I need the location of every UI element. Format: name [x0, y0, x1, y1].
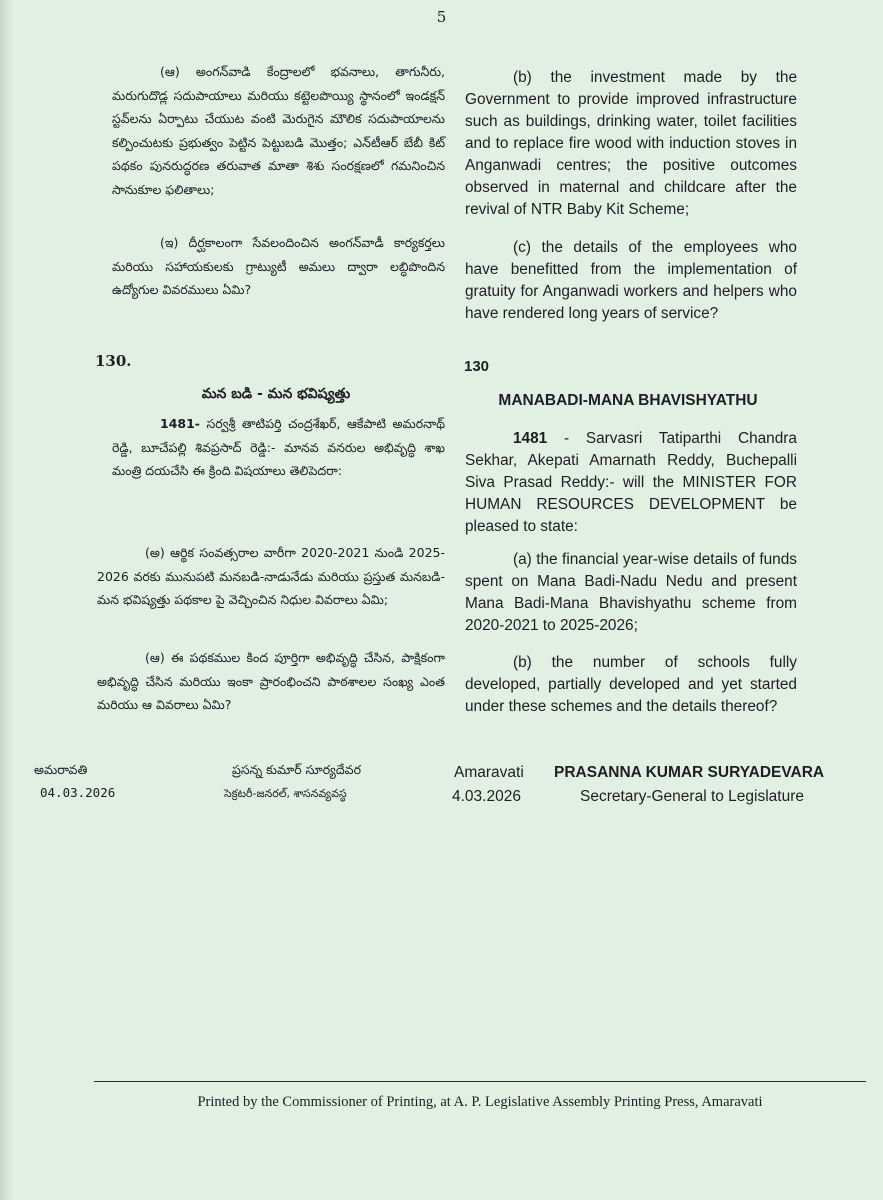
- footer-rule: [94, 1081, 866, 1082]
- english-para-b2: (b) the number of schools fully developed, partially developed and yet started under these schemes and the details thereof?: [465, 654, 797, 715]
- telugu-para-a2: (అ) ఆర్థిక సంవత్సరాల వారీగా 2020-2021 నుండి 2025-2026 వరకు మునుపటి మనబడి-నాడునేడు మరియు ప్రస్తుత మనబడి-మన భవిష్యత్తు పథకాల పై వెచ్చించిన నిధుల వివరాలు ఏమి;: [97, 545, 445, 607]
- telugu-question-id: 1481-: [160, 416, 200, 431]
- telugu-place: అమరావతి: [34, 762, 88, 777]
- telugu-intro: [112, 412, 445, 483]
- telugu-date: 04.03.2026: [40, 785, 116, 800]
- english-intro: [465, 428, 797, 538]
- english-heading: MANABADI-MANA BHAVISHYATHU: [498, 392, 758, 409]
- english-place: Amaravati: [454, 764, 524, 781]
- english-question-number: 130: [464, 358, 490, 375]
- english-signatory: PRASANNA KUMAR SURYADEVARA: [554, 764, 825, 781]
- telugu-question-number: 130.: [95, 352, 132, 370]
- english-designation: Secretary-General to Legislature: [580, 788, 805, 805]
- telugu-para-b2: (ఆ) ఈ పథకముల కింద పూర్తిగా అభివృద్ధి చేసిన, పాక్షికంగా అభివృద్ధి చేసిన మరియు ఇంకా ప్రారంభించని పాఠశాలల సంఖ్య ఎంత మరియు ఆ వివరాలు ఏమి?: [97, 650, 445, 712]
- telugu-intro-text: సర్వశ్రీ తాటిపర్తి చంద్రశేఖర్, ఆకేపాటి అమరనాథ్ రెడ్డి, బూచేపల్లి శివప్రసాద్ రెడ్డి:- మానవ వనరుల అభివృద్ధి శాఖ మంత్రి దయచేసి ఈ క్రింది విషయాలు తెలిపెదరా:: [112, 416, 445, 478]
- english-intro-text: - Sarvasri Tatiparthi Chandra Sekhar, Akepati Amarnath Reddy, Buchepalli Siva Prasad Reddy:- will the MINISTER FOR HUMAN RESOURCES DEVELOPMENT be pleased to state:: [465, 430, 797, 535]
- english-para-c: (c) the details of the employees who have benefitted from the implementation of gratuity for Anganwadi workers and helpers who have rendered long years of service?: [465, 239, 797, 322]
- english-question-id: 1481: [513, 430, 548, 447]
- page-edge: [0, 0, 14, 1200]
- telugu-para-b: (ఆ) అంగన్‌వాడి కేంద్రాలలో భవనాలు, తాగునీరు, మరుగుదొడ్ల సదుపాయాలు మరియు కట్టెలపొయ్యి స్థానంలో ఇండక్షన్ స్టవ్‌లను ఏర్పాటు చేయుట వంటి మెరుగైన మౌలిక సదుపాయాలను కల్పించుటకు ప్రభుత్వం పెట్టిన పెట్టుబడి మొత్తం; ఎన్‌టీఆర్ బేబీ కిట్ పథకం పునరుద్ధరణ తరువాత మాతా శిశు సంరక్షణలో గమనించిన సానుకూల ఫలితాలు;: [112, 64, 445, 197]
- telugu-designation: సెక్రటరీ-జనరల్, శాసనవ్యవస్థ: [224, 787, 347, 800]
- telugu-signatory: ప్రసన్న కుమార్ సూర్యదేవర: [232, 762, 361, 777]
- english-para-a2: (a) the financial year-wise details of funds spent on Mana Badi-Nadu Nedu and present Mana Badi-Mana Bhavishyathu scheme from 2020-2021 to 2025-2026;: [465, 551, 797, 634]
- printer-footer: Printed by the Commissioner of Printing, at A. P. Legislative Assembly Printing Press, Amaravati: [197, 1094, 763, 1110]
- english-para-b: (b) the investment made by the Government to provide improved infrastructure such as buildings, drinking water, toilet facilities and to replace fire wood with induction stoves in Anganwadi centres; the positive outcomes observed in maternal and childcare after the revival of NTR Baby Kit Scheme;: [465, 69, 797, 218]
- telugu-para-c: (ఇ) దీర్ఘకాలంగా సేవలందించిన అంగన్‌వాడీ కార్యకర్తలు మరియు సహాయకులకు గ్రాట్యుటీ అమలు ద్వారా లబ్ధిపొందిన ఉద్యోగుల వివరములు ఏమి?: [112, 235, 445, 297]
- page-number: 5: [436, 8, 447, 26]
- telugu-heading: మన బడి - మన భవిష్యత్తు: [201, 386, 351, 402]
- english-date: 4.03.2026: [452, 788, 521, 805]
